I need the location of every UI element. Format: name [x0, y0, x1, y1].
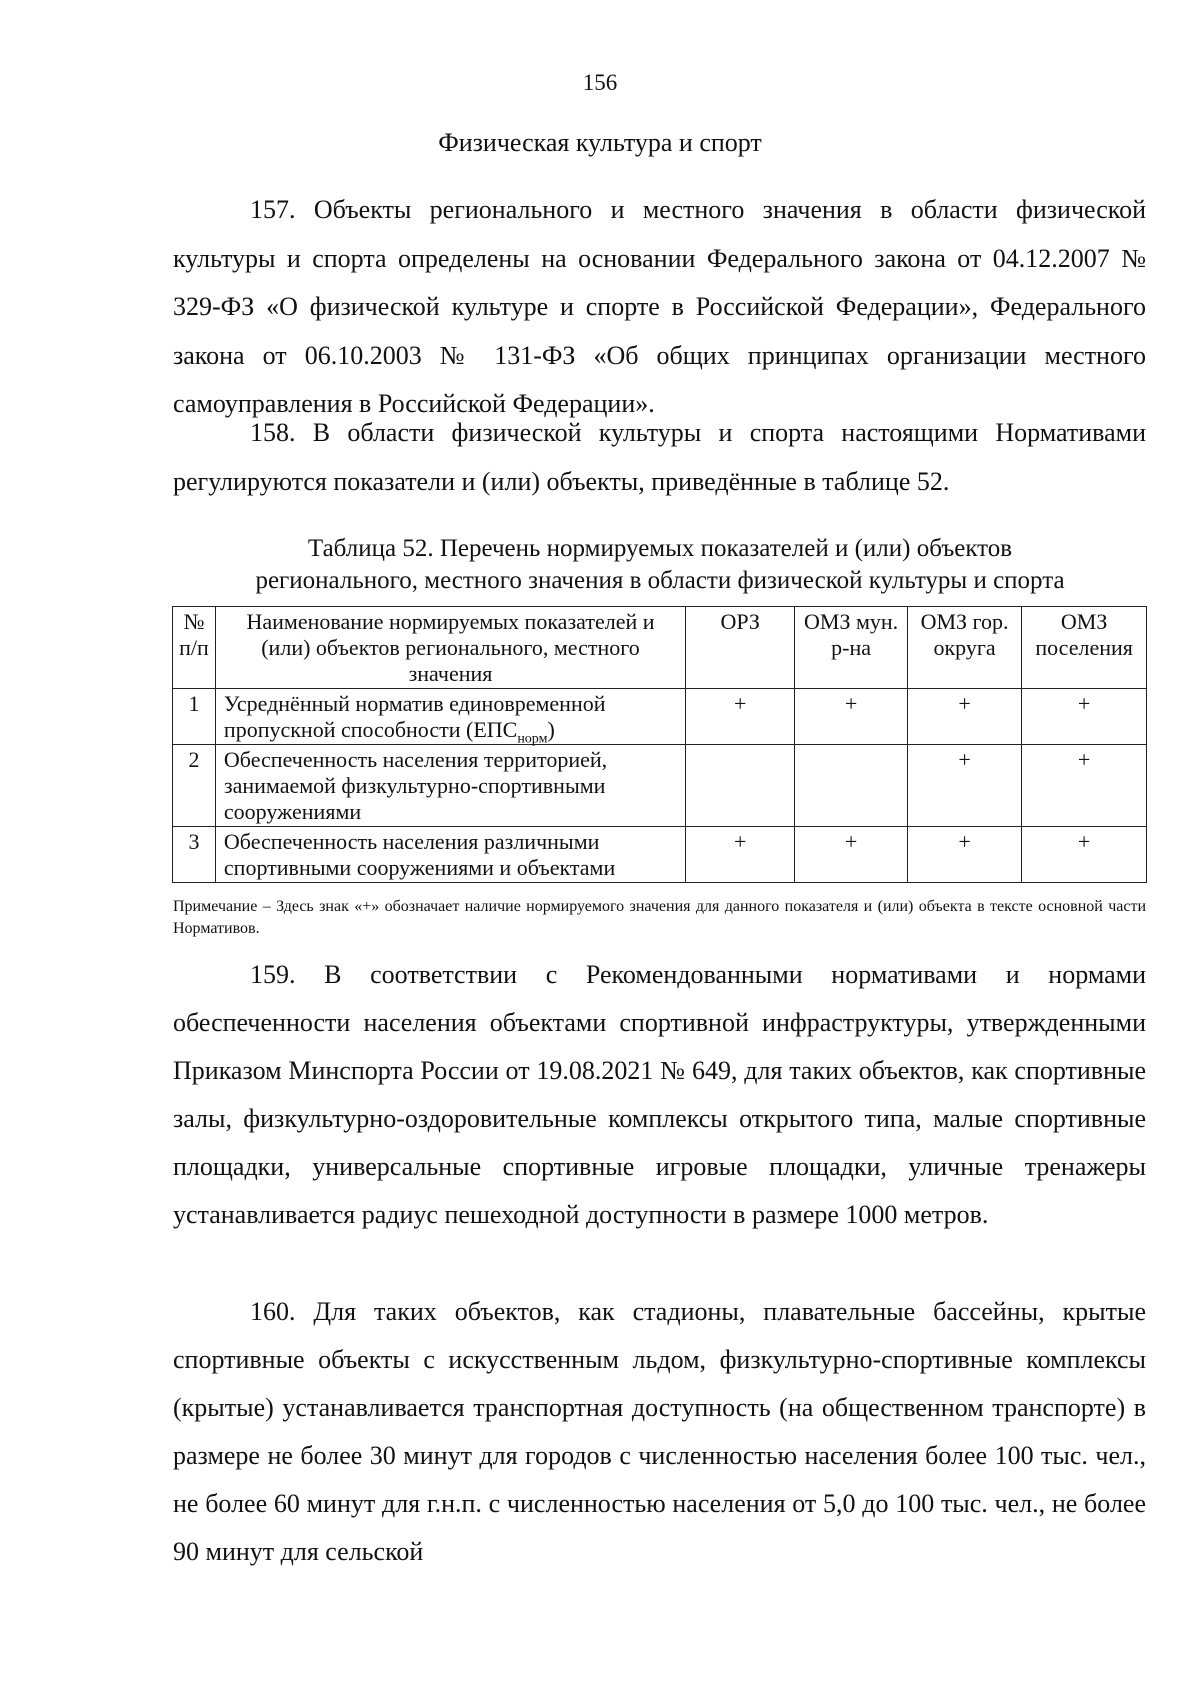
row-name: Обеспеченность населения территорией, занимаемой физкультурно-спортивными сооружениями	[215, 745, 685, 827]
paragraph-157: 157. Объекты регионального и местного значения в области физической культуры и спорта определены на основании Федерального закона от 04.12.2007 № 329-ФЗ «О физической культуре и спорте в Российской Федерации», Федерального закона от 06.10.2003 № 131-ФЗ «Об общих принципах организации местного самоуправления в Российской Федерации».	[173, 195, 1146, 418]
table-header-row	[173, 607, 1147, 689]
row-name-end: )	[547, 717, 555, 742]
row-omz-gor: +	[907, 689, 1021, 745]
header-orz: ОРЗ	[686, 607, 795, 689]
table-row	[173, 689, 1147, 745]
table-row	[173, 827, 1147, 883]
row-num: 2	[173, 745, 216, 827]
row-omz-pos: +	[1022, 827, 1147, 883]
row-omz-mun: +	[795, 827, 907, 883]
row-num: 3	[173, 827, 216, 883]
header-omz-gor: ОМЗ гор. округа	[907, 607, 1021, 689]
table-note: Примечание – Здесь знак «+» обозначает наличие нормируемого значения для данного показателя и (или) объекта в тексте основной части Нормативов.	[173, 898, 1146, 937]
row-name	[215, 689, 685, 745]
table-caption-line-2: регионального, местного значения в области физической культуры и спорта	[255, 567, 1065, 594]
header-num: № п/п	[173, 607, 216, 689]
row-omz-gor: +	[907, 745, 1021, 827]
row-omz-mun: +	[795, 689, 907, 745]
page-number: 156	[582, 70, 618, 95]
row-name-text: Усреднённый норматив единовременной пропускной способности (ЕПС	[223, 691, 606, 742]
header-name: Наименование нормируемых показателей и (или) объектов регионального, местного значения	[215, 607, 685, 689]
table-caption-line-1: Таблица 52. Перечень нормируемых показателей и (или) объектов	[307, 535, 1013, 562]
row-name-subscript: норм	[517, 731, 548, 747]
row-omz-pos: +	[1022, 689, 1147, 745]
header-omz-mun: ОМЗ мун. р-на	[795, 607, 907, 689]
table-caption	[160, 533, 1160, 597]
row-omz-pos: +	[1022, 745, 1147, 827]
row-orz	[686, 745, 795, 827]
paragraph-160: 160. Для таких объектов, как стадионы, плавательные бассейны, крытые спортивные объекты с искусственным льдом, физкультурно-спортивные комплексы (крытые) устанавливается транспортная доступность (на общественном транспорте) в размере не более 30 минут для городов с численностью населения более 100 тыс. чел., не более 60 минут для г.н.п. с численностью населения от 5,0 до 100 тыс. чел., не более 90 минут для сельской	[173, 1297, 1146, 1566]
row-name: Обеспеченность населения различными спортивными сооружениями и объектами	[215, 827, 685, 883]
row-omz-gor: +	[907, 827, 1021, 883]
row-omz-mun	[795, 745, 907, 827]
paragraph-158: 158. В области физической культуры и спорта настоящими Нормативами регулируются показатели и (или) объекты, приведённые в таблице 52.	[173, 418, 1146, 496]
table-row	[173, 745, 1147, 827]
norms-table	[172, 606, 1147, 883]
section-heading: Физическая культура и спорт	[438, 128, 762, 157]
row-num: 1	[173, 689, 216, 745]
header-omz-pos: ОМЗ поселения	[1022, 607, 1147, 689]
row-orz: +	[686, 689, 795, 745]
paragraph-159: 159. В соответствии с Рекомендованными нормативами и нормами обеспеченности населения объектами спортивной инфраструктуры, утвержденными Приказом Минспорта России от 19.08.2021 № 649, для таких объектов, как спортивные залы, физкультурно-оздоровительные комплексы открытого типа, малые спортивные площадки, универсальные спортивные игровые площадки, уличные тренажеры устанавливается радиус пешеходной доступности в размере 1000 метров.	[173, 960, 1146, 1229]
row-orz: +	[686, 827, 795, 883]
